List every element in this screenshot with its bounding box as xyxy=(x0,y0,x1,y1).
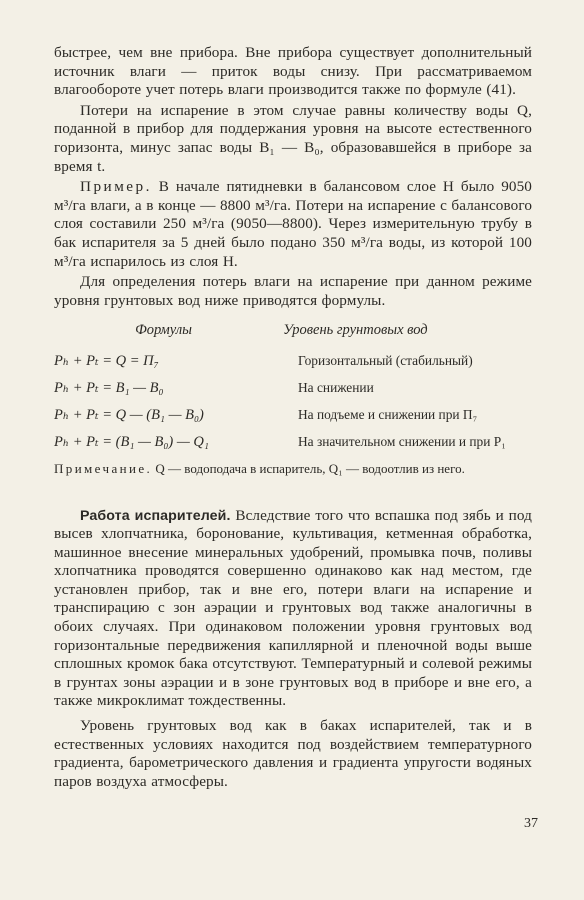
formula-cell: Pₕ + Pₜ = Q = Π₇ xyxy=(54,353,159,370)
header-formulas: Формулы xyxy=(135,322,192,339)
section-text: Вследствие того что вспашка под зябь и под высев хлопчатника, боронование, культивация, кетменная обработка, машинное внесение минеральных удобрений, промывка почв, поливы хлопчатника проводятся совершенно одинаково как над местом, где установлен прибор, так и вне его, потери влаги на испарение и транспирацию с зон аэрации и грунтовых вод также аналогичны в обоих случаях. При одинаковом положении уровня грунтовых вод горизонтальные передвижения капиллярной и пленочной воды выше сплошных кромок бака отсутствуют. Температурный и солевой режимы в грунтах зоны аэрации и в зоне грунтовых вод в приборе и вне его, а также микроклимат тождественны. xyxy=(54,506,532,710)
level-cell: На подъеме и снижении при Π₇ xyxy=(298,407,478,423)
example-label: Пример. xyxy=(80,178,152,196)
table-row xyxy=(54,434,532,451)
formula-table-header xyxy=(54,322,532,339)
level-cell: На снижении xyxy=(298,380,374,396)
section-title: Работа испарителей. xyxy=(80,507,231,524)
table-note xyxy=(54,461,532,476)
formula-cell: Pₕ + Pₜ = B₁ — B₀ xyxy=(54,380,164,397)
header-groundwater-level: Уровень грунтовых вод xyxy=(283,322,428,339)
formula-table xyxy=(54,322,532,451)
level-cell: На значительном снижении и при P₁ xyxy=(298,434,506,450)
paragraph-formulas-intro: Для определения потерь влаги на испарение при данном режиме уровня грунтовых вод ниже приводятся формулы. xyxy=(54,273,532,309)
table-row xyxy=(54,380,532,397)
formula-cell: Pₕ + Pₜ = (B₁ — B₀) — Q₁ xyxy=(54,434,209,451)
paragraph-example xyxy=(54,178,532,271)
note-text: Q — водоподача в испаритель, Q₁ — водоотлив из него. xyxy=(152,461,465,477)
page-number: 37 xyxy=(524,816,538,831)
note-label: Примечание. xyxy=(54,461,153,477)
paragraph-evaporation-losses: Потери на испарение в этом случае равны количеству воды Q, поданной в прибор для поддержания уровня на высоте естественного горизонта, минус запас воды B₁ — B₀, образовавшейся в приборе за время t. xyxy=(54,101,532,175)
level-cell: Горизонтальный (стабильный) xyxy=(298,353,473,369)
section-paragraph-2: Уровень грунтовых вод как в баках испарителей, так и в естественных условиях находится под воздействием температурного градиента, барометрического давления и градиента упругости водяных паров воздуха атмосферы. xyxy=(54,717,532,790)
book-page xyxy=(54,44,532,791)
table-row xyxy=(54,407,532,424)
formula-cell: Pₕ + Pₜ = Q — (B₁ — B₀) xyxy=(54,407,204,424)
table-row xyxy=(54,353,532,370)
example-text: В начале пятидневки в балансовом слое H было 9050 м³/га влаги, а в конце — 8800 м³/га. Потери на испарение с балансового слоя составили 250 м³/га (9050—8800). Через измерительную трубу в бак испарителя за 5 дней было подано 350 м³/га воды, из которой 100 м³/га испарилось из слоя H. xyxy=(54,178,533,270)
paragraph-continuation: быстрее, чем вне прибора. Вне прибора существует дополнительный источник влаги — приток воды снизу. При рассматриваемом влагообороте учет потерь влаги производится также по формуле (41). xyxy=(54,44,532,99)
section-paragraph xyxy=(54,507,532,712)
